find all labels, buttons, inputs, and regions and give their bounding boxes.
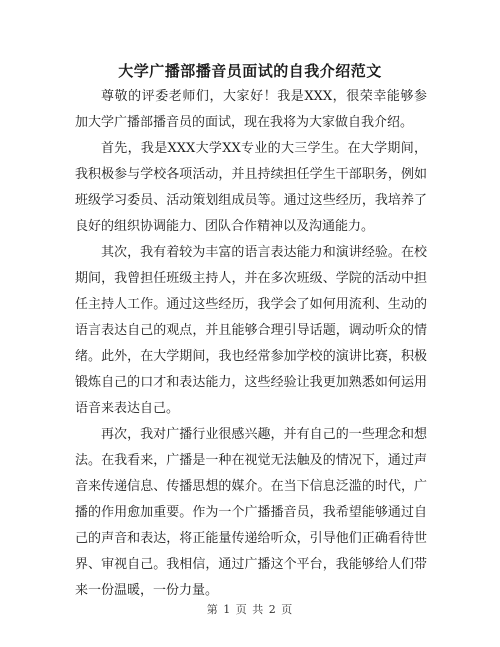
page-title: 大学广播部播音员面试的自我介绍范文 [118, 62, 382, 80]
document-body [75, 84, 427, 604]
paragraph-background: 首先，我是XXX大学XX专业的大三学生。在大学期间，我积极参与学校各项活动，并且持续担任学生干部职务，例如班级学习委员、活动策划组成员等。通过这些经历，我培养了良好的组织协调能力、团队合作精神以及沟通能力。 [75, 141, 427, 234]
page-number-footer: 第 1 页 共 2 页 [206, 603, 294, 616]
paragraph-experience: 其次，我有着较为丰富的语言表达能力和演讲经验。在校期间，我曾担任班级主持人，并在多次班级、学院的活动中担任主持人工作。通过这些经历，我学会了如何用流利、生动的语言表达自己的观点，并且能够合理引导话题，调动听众的情绪。此外，在大学期间，我也经常参加学校的演讲比赛，积极锻炼自己的口才和表达能力，这些经验让我更加熟悉如何运用语音来表达自己。 [75, 245, 427, 416]
paragraph-interest: 再次，我对广播行业很感兴趣，并有自己的一些理念和想法。在我看来，广播是一种在视觉无法触及的情况下，通过声音来传递信息、传播思想的媒介。在当下信息泛滥的时代，广播的作用愈加重要。作为一个广播播音员，我希望能够通过自己的声音和表达，将正能量传递给听众，引导他们正确看待世界、审视自己。我相信，通过广播这个平台，我能够给人们带来一份温暖，一份力量。 [75, 427, 427, 598]
paragraph-greeting: 尊敬的评委老师们，大家好！我是XXX，很荣幸能够参加大学广播部播音员的面试，现在我将为大家做自我介绍。 [75, 89, 427, 130]
